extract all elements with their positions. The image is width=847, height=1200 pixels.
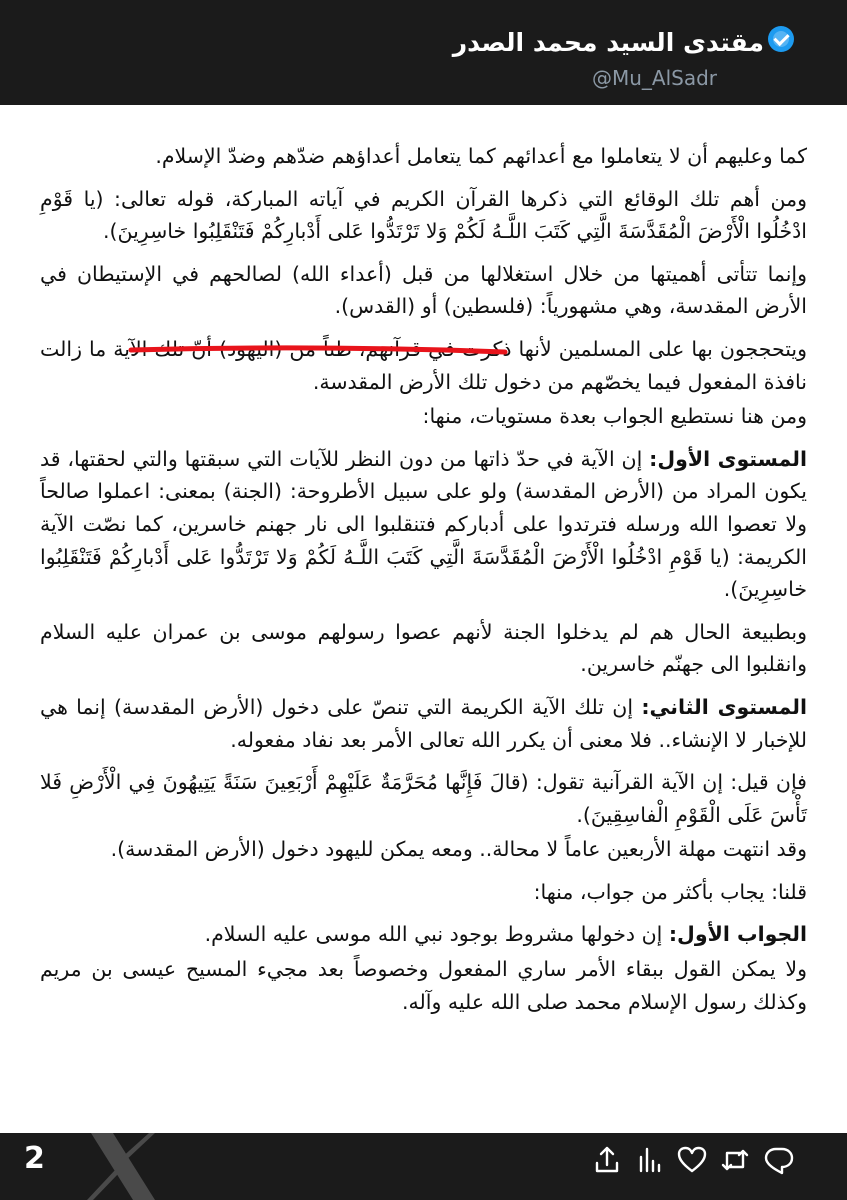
paragraph: فإن قيل: إن الآية القرآنية تقول: (قالَ فَإِنَّها مُحَرَّمَةٌ عَلَيْهِمْ أَرْبَعِينَ سَنَةً يَتِيهُونَ فِي الْأَرْضِ فَلا تَأْسَ عَلَى الْقَوْمِ الْفاسِقِينَ).: [40, 770, 807, 827]
paragraph: وقد انتهت مهلة الأربعين عاماً لا محالة.. ومعه يمكن لليهود دخول (الأرض المقدسة).: [110, 837, 807, 862]
paragraph: قلنا: يجاب بأكثر من جواب، منها:: [533, 879, 807, 904]
views-icon[interactable]: [633, 1143, 667, 1177]
paragraph: ولا يمكن القول ببقاء الأمر ساري المفعول وخصوصاً بعد مجيء المسيح عيسى بن مريم وكذلك رسول الإسلام محمد صلى الله عليه وآله.: [40, 957, 807, 1014]
red-underline-mark: [128, 343, 508, 357]
paragraph: ومن هنا نستطيع الجواب بعدة مستويات، منها:: [422, 404, 807, 429]
retweet-icon[interactable]: [718, 1143, 752, 1177]
paragraph: كما وعليهم أن لا يتعاملوا مع أعدائهم كما يتعامل أعداؤهم ضدّهم وضدّ الإسلام.: [155, 144, 807, 168]
section-label: المستوى الثاني:: [641, 694, 807, 719]
paragraph: وبطبيعة الحال هم لم يدخلوا الجنة لأنهم عصوا رسولهم موسى بن عمران عليه السلام وانقلبوا الى جهنّم خاسرين.: [40, 619, 807, 677]
section-label: المستوى الأول:: [649, 446, 807, 471]
reply-icon[interactable]: [762, 1143, 796, 1177]
paragraph: [40, 258, 807, 323]
paragraph: [40, 443, 807, 606]
text-span: إن تلك الآية الكريمة التي تنصّ على دخول (الأرض المقدسة) إنما هي للإخبار لا الإنشاء.. فلا معنى أن يكرر الله تعالى الأمر بعد نفاد مفعوله.: [40, 694, 807, 752]
tweet-footer: [0, 1133, 847, 1200]
tweet-body: [40, 140, 807, 1028]
author-name[interactable]: مقتدى السيد محمد الصدر: [452, 28, 764, 57]
page-number: 2: [24, 1141, 45, 1176]
share-icon[interactable]: [590, 1143, 624, 1177]
verified-badge-icon: [768, 26, 794, 52]
text-span: وإنما تتأتى أهميتها من خلال استغلالها من قبل (أعداء الله) لصالحهم في الإستيطان في الأرض المقدسة،: [40, 261, 807, 319]
underline-stroke: [131, 348, 505, 352]
paragraph: [40, 691, 807, 756]
paragraph: ويتحججون بها على المسلمين لأنها ذكرت في قرآنهم، ظناً من (اليهود) أنّ تلك الآية ما زالت نافذة المفعول فيما يخصّهم من دخول تلك الأرض المقدسة.: [40, 336, 807, 394]
underlined-phrase: وهي مشهورياً: (فلسطين) أو (القدس).: [334, 294, 663, 319]
like-icon[interactable]: [675, 1143, 709, 1177]
text-span: إن دخولها مشروط بوجود نبي الله موسى عليه السلام.: [204, 922, 669, 947]
author-name-row[interactable]: [453, 28, 802, 57]
x-logo-icon: [85, 1133, 157, 1200]
paragraph: [40, 918, 807, 951]
tweet-header: [0, 0, 847, 105]
section-label: الجواب الأول:: [668, 922, 807, 947]
paragraph: ومن أهم تلك الوقائع التي ذكرها القرآن الكريم في آياته المباركة، قوله تعالى: (يا قَوْمِ ادْخُلُوا الْأَرْضَ الْمُقَدَّسَةَ الَّتِي كَتَبَ اللَّـهُ لَكُمْ وَلا تَرْتَدُّوا عَلى أَدْبارِكُمْ فَتَنْقَلِبُوا خاسِرِينَ).: [40, 186, 807, 244]
author-handle[interactable]: @Mu_AlSadr: [591, 66, 717, 90]
text-span: إن الآية في حدّ ذاتها من دون النظر للآيات التي سبقتها والتي لحقتها، قد يكون المراد من (الأرض المقدسة) ولو على سبيل الأطروحة: (الجنة) بمعنى: اعملوا صالحاً ولا تعصوا الله ورسله فترتدوا على أدباركم فتنقلبوا الى نار جهنم خاسرين، كما نصّت الآية الكريمة: (يا قَوْمِ ادْخُلُوا الْأَرْضَ الْمُقَدَّسَةَ الَّتِي كَتَبَ اللَّـهُ لَكُمْ وَلا تَرْتَدُّوا عَلى أَدْبارِكُمْ فَتَنْقَلِبُوا خاسِرِينَ).: [40, 446, 807, 602]
